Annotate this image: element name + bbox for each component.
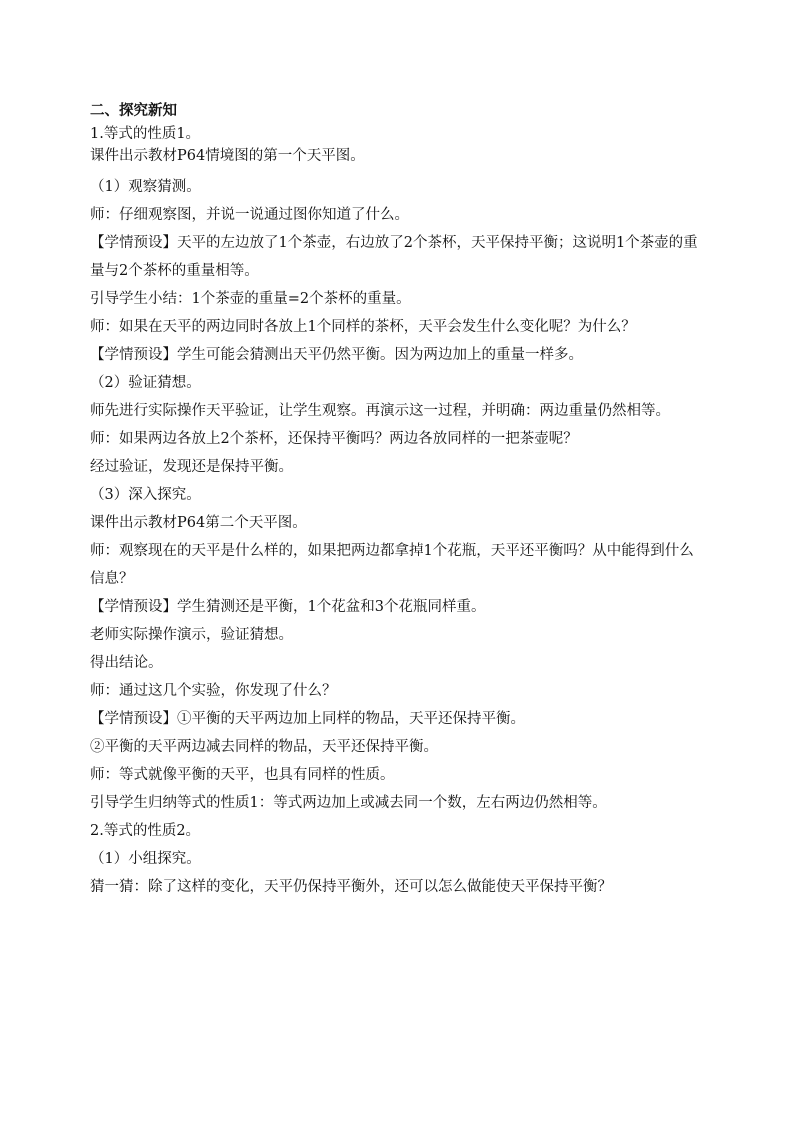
paragraph: 引导学生归纳等式的性质1：等式两边加上或减去同一个数，左右两边仍然相等。 [90,795,607,811]
paragraph: 师：通过这几个实验，你发现了什么？ [90,683,337,699]
paragraph: 引导学生小结：1个茶壶的重量=2个茶杯的重量。 [90,291,411,307]
section-title: 二、探究新知 [90,102,177,119]
paragraph: 【学情预设】天平的左边放了1个茶壶，右边放了2个茶杯，天平保持平衡；这说明1个茶壶的重量与2个茶杯的重量相等。 [90,235,698,279]
paragraph: 【学情预设】学生可能会猜测出天平仍然平衡。因为两边加上的重量一样多。 [90,347,583,363]
step-heading: （3）深入探究。 [90,487,201,503]
paragraph: 师：如果两边各放上2个茶杯，还保持平衡吗？两边各放同样的一把茶壶呢？ [90,431,578,447]
paragraph: 猜一猜：除了这样的变化，天平仍保持平衡外，还可以怎么做能使天平保持平衡？ [90,879,612,895]
paragraph: 【学情预设】①平衡的天平两边加上同样的物品，天平还保持平衡。 [90,711,525,727]
paragraph: 师：仔细观察图，并说一说通过图你知道了什么。 [90,207,409,223]
paragraph: 经过验证，发现还是保持平衡。 [90,459,293,475]
step-heading: （2）验证猜想。 [90,375,201,391]
paragraph: 师：如果在天平的两边同时各放上1个同样的茶杯，天平会发生什么变化呢？为什么？ [90,319,636,335]
paragraph: 师：等式就像平衡的天平，也具有同样的性质。 [90,767,395,783]
paragraph: 课件出示教材P64情境图的第一个天平图。 [90,148,365,164]
paragraph: ②平衡的天平两边减去同样的物品，天平还保持平衡。 [90,739,438,755]
step-heading: （1）小组探究。 [90,851,201,867]
paragraph: 课件出示教材P64第二个天平图。 [90,515,307,531]
document-body [90,99,706,901]
paragraph: 师：观察现在的天平是什么样的，如果把两边都拿掉1个花瓶，天平还平衡吗？从中能得到什么信息？ [90,543,694,587]
paragraph: 【学情预设】学生猜测还是平衡，1个花盆和3个花瓶同样重。 [90,599,486,615]
step-heading: （1）观察猜测。 [90,179,201,195]
paragraph: 师先进行实际操作天平验证，让学生观察。再演示这一过程，并明确：两边重量仍然相等。 [90,403,670,419]
subsection-heading: 1.等式的性质1。 [90,126,201,142]
paragraph: 得出结论。 [90,655,163,671]
subsection-heading: 2.等式的性质2。 [90,823,201,839]
paragraph: 老师实际操作演示，验证猜想。 [90,627,293,643]
